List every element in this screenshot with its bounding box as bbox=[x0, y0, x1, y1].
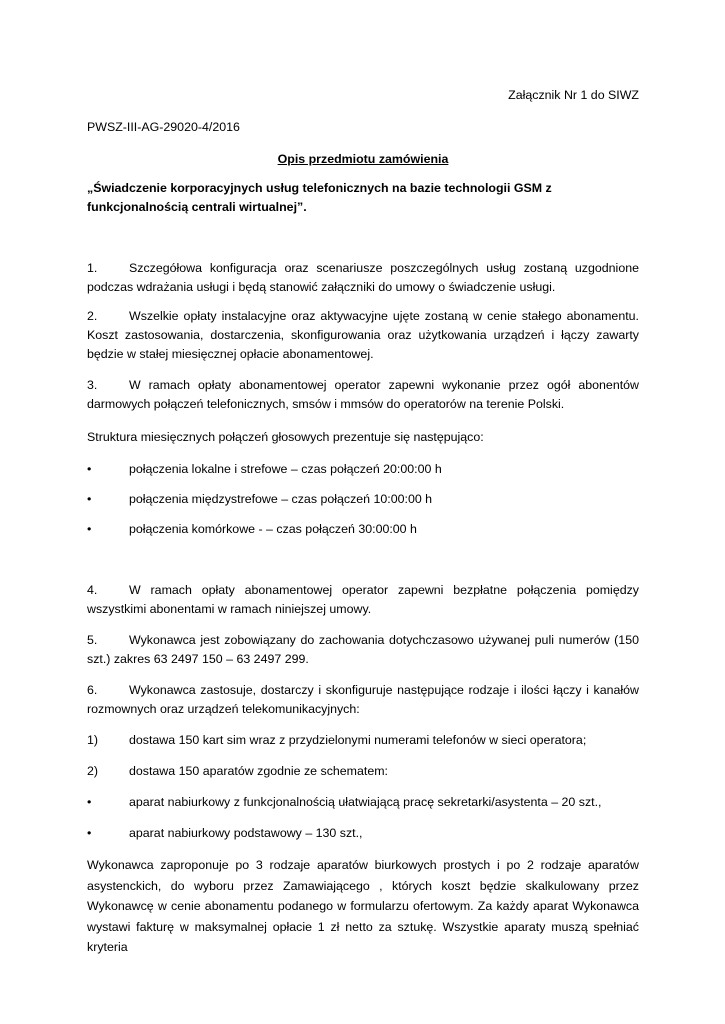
paragraph-4 bbox=[87, 581, 639, 619]
paragraph-4-number: 4. bbox=[87, 583, 98, 597]
paragraph-6 bbox=[87, 681, 639, 719]
paragraph-1-text: Szczegółowa konfiguracja oraz scenariusze poszczególnych usług zostaną uzgodnione podczas wdrażania usługi i będą stanowić załączniki do umowy o świadczenie usługi. bbox=[87, 261, 639, 294]
paragraph-2-number: 2. bbox=[87, 309, 98, 323]
document-title: Opis przedmiotu zamówienia bbox=[277, 152, 449, 166]
bullet-marker: • bbox=[87, 462, 92, 476]
list-item-text: połączenia lokalne i strefowe – czas połączeń 20:00:00 h bbox=[129, 462, 442, 476]
paragraph-5-text: Wykonawca jest zobowiązany do zachowania dotychczasowo używanej puli numerów (150 szt.) zakres 63 2497 150 – 63 2497 299. bbox=[87, 633, 639, 666]
paragraph-3-number: 3. bbox=[87, 378, 98, 392]
paragraph-2-text: Wszelkie opłaty instalacyjne oraz aktywacyjne ujęte zostaną w cenie stałego abonamentu. Koszt zastosowania, dostarczenia, skonfigurowania oraz użytkowania urządzeń i łączy zawarty będzie w stałej miesięcznej opłacie abonamentowej. bbox=[87, 309, 639, 361]
bullet-marker: • bbox=[87, 492, 92, 506]
structure-intro: Struktura miesięcznych połączeń głosowych prezentuje się następująco: bbox=[87, 430, 484, 444]
paragraph-5-number: 5. bbox=[87, 633, 98, 647]
paragraph-4-text: W ramach opłaty abonamentowej operator zapewni bezpłatne połączenia pomiędzy wszystkimi abonentami w ramach niniejszej umowy. bbox=[87, 583, 639, 616]
bullet-marker: • bbox=[87, 522, 92, 536]
paragraph-1 bbox=[87, 259, 639, 297]
list-item-text: aparat nabiurkowy z funkcjonalnością ułatwiającą pracę sekretarki/asystenta – 20 szt., bbox=[129, 795, 602, 809]
paragraph-5 bbox=[87, 631, 639, 669]
paragraph-6-text: Wykonawca zastosuje, dostarczy i skonfiguruje następujące rodzaje i ilości łączy i kanałów rozmownych oraz urządzeń telekomunikacyjnych: bbox=[87, 683, 639, 716]
paragraph-2 bbox=[87, 307, 639, 364]
bullet-marker: • bbox=[87, 826, 92, 840]
numbered-marker: 1) bbox=[87, 733, 99, 747]
attachment-label: Załącznik Nr 1 do SIWZ bbox=[508, 88, 639, 102]
numbered-marker: 2) bbox=[87, 764, 99, 778]
paragraph-3-text: W ramach opłaty abonamentowej operator zapewni wykonanie przez ogół abonentów darmowych połączeń telefonicznych, smsów i mmsów do operatorów na terenie Polski. bbox=[87, 378, 639, 411]
closing-paragraph: Wykonawca zaproponuje po 3 rodzaje aparatów biurkowych prostych i po 2 rodzaje aparatów asystenckich, do wyboru przez Zamawiającego , których koszt będzie skalkulowany przez Wykonawcę w cenie abonamentu podanego w formularzu ofertowym. Za każdy aparat Wykonawca wystawi fakturę w maksymalnej opłacie 1 zł netto za sztukę. Wszystkie aparaty muszą spełniać kryteria bbox=[87, 858, 639, 954]
bullet-marker: • bbox=[87, 795, 92, 809]
list-item-text: dostawa 150 kart sim wraz z przydzielonymi numerami telefonów w sieci operatora; bbox=[129, 733, 587, 747]
paragraph-6-number: 6. bbox=[87, 683, 98, 697]
list-item-text: połączenia komórkowe - – czas połączeń 30:00:00 h bbox=[129, 522, 417, 536]
order-subject: „Świadczenie korporacyjnych usług telefonicznych na bazie technologii GSM z funkcjonalnością centrali wirtualnej”. bbox=[87, 181, 552, 214]
list-item-text: połączenia międzystrefowe – czas połączeń 10:00:00 h bbox=[129, 492, 433, 506]
list-item-text: dostawa 150 aparatów zgodnie ze schematem: bbox=[129, 764, 388, 778]
list-item-text: aparat nabiurkowy podstawowy – 130 szt., bbox=[129, 826, 363, 840]
paragraph-1-number: 1. bbox=[87, 261, 98, 275]
paragraph-3 bbox=[87, 376, 639, 414]
reference-number: PWSZ-III-AG-29020-4/2016 bbox=[87, 120, 240, 134]
